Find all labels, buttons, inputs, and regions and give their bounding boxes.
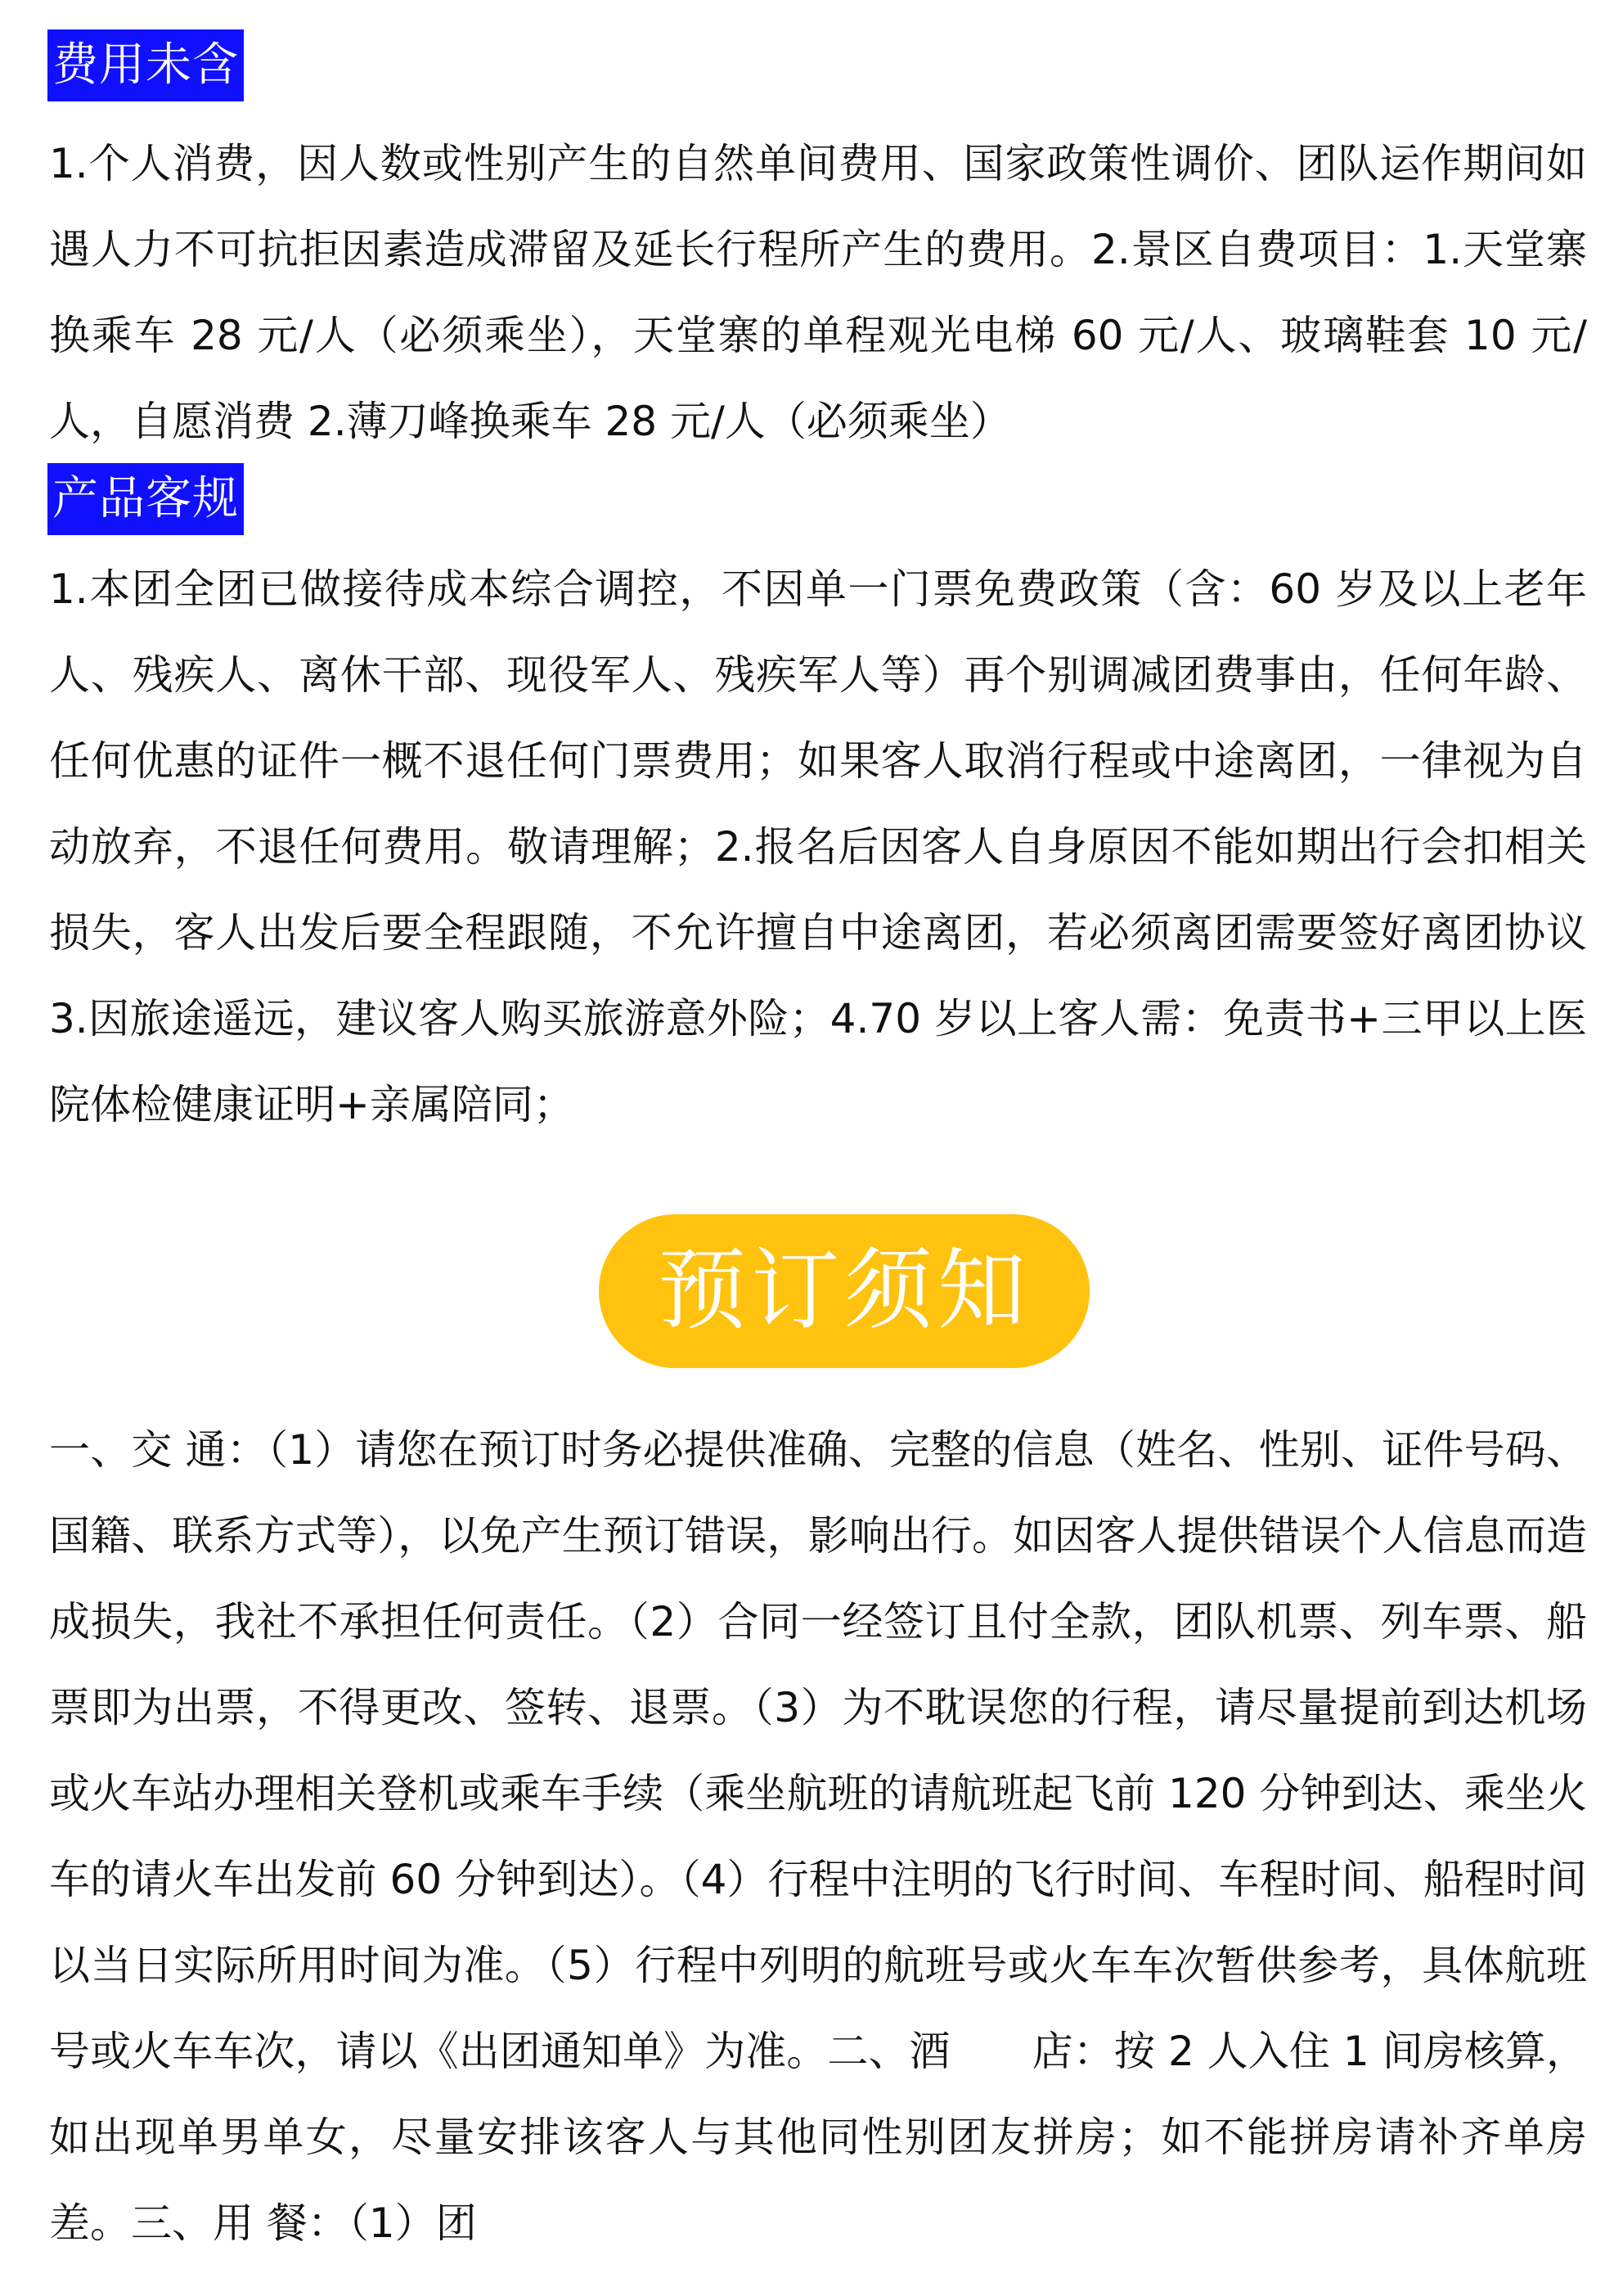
- product-rules-text: 1.本团全团已做接待成本综合调控，不因单一门票免费政策（含：60 岁及以上老年人、残疾人、离休干部、现役军人、残疾军人等）再个别调减团费事由，任何年龄、任何优惠的证件一概不退任何门票费用；如果客人取消行程或中途离团，一律视为自动放弃，不退任何费用。敬请理解；2.报名后因客人自身原因不能如期出行会扣相关损失，客人出发后要全程跟随，不允许擅自中途离团，若必须离团需要签好离团协议 3.因旅途遥远，建议客人购买旅游意外险；4.70 岁以上客人需：免责书+三甲以上医院体检健康证明+亲属陪同；: [49, 565, 1587, 1128]
- booking-notice-text: 一、交 通：（1）请您在预订时务必提供准确、完整的信息（姓名、性别、证件号码、国籍、联系方式等），以免产生预订错误，影响出行。如因客人提供错误个人信息而造成损失，我社不承担任何责任。（2）合同一经签订且付全款，团队机票、列车票、船票即为出票，不得更改、签转、退票。（3）为不耽误您的行程，请尽量提前到达机场或火车站办理相关登机或乘车手续（乘坐航班的请航班起飞前 120 分钟到达、乘坐火车的请火车出发前 60 分钟到达）。（4）行程中注明的飞行时间、车程时间、船程时间以当日实际所用时间为准。（5）行程中列明的航班号或火车车次暂供参考，具体航班号或火车车次，请以《出团通知单》为准。二、酒 店：按 2 人入住 1 间房核算，如出现单男单女，尽量安排该客人与其他同性别团友拼房；如不能拼房请补齐单房差。三、用 餐：（1）团: [49, 1426, 1587, 2247]
- section-title-product-rules: 产品客规: [47, 463, 244, 535]
- fees-excluded-text: 1.个人消费，因人数或性别产生的自然单间费用、国家政策性调价、团队运作期间如遇人力不可抗拒因素造成滞留及延长行程所产生的费用。2.景区自费项目：1.天堂寨换乘车 28 元/人（必须乘坐），天堂寨的单程观光电梯 60 元/人、玻璃鞋套 10 元/人，自愿消费 2.薄刀峰换乘车 28 元/人（必须乘坐）: [49, 140, 1587, 445]
- booking-notice-heading: 预订须知: [599, 1214, 1090, 1368]
- section-title-fees-excluded: 费用未含: [47, 29, 244, 101]
